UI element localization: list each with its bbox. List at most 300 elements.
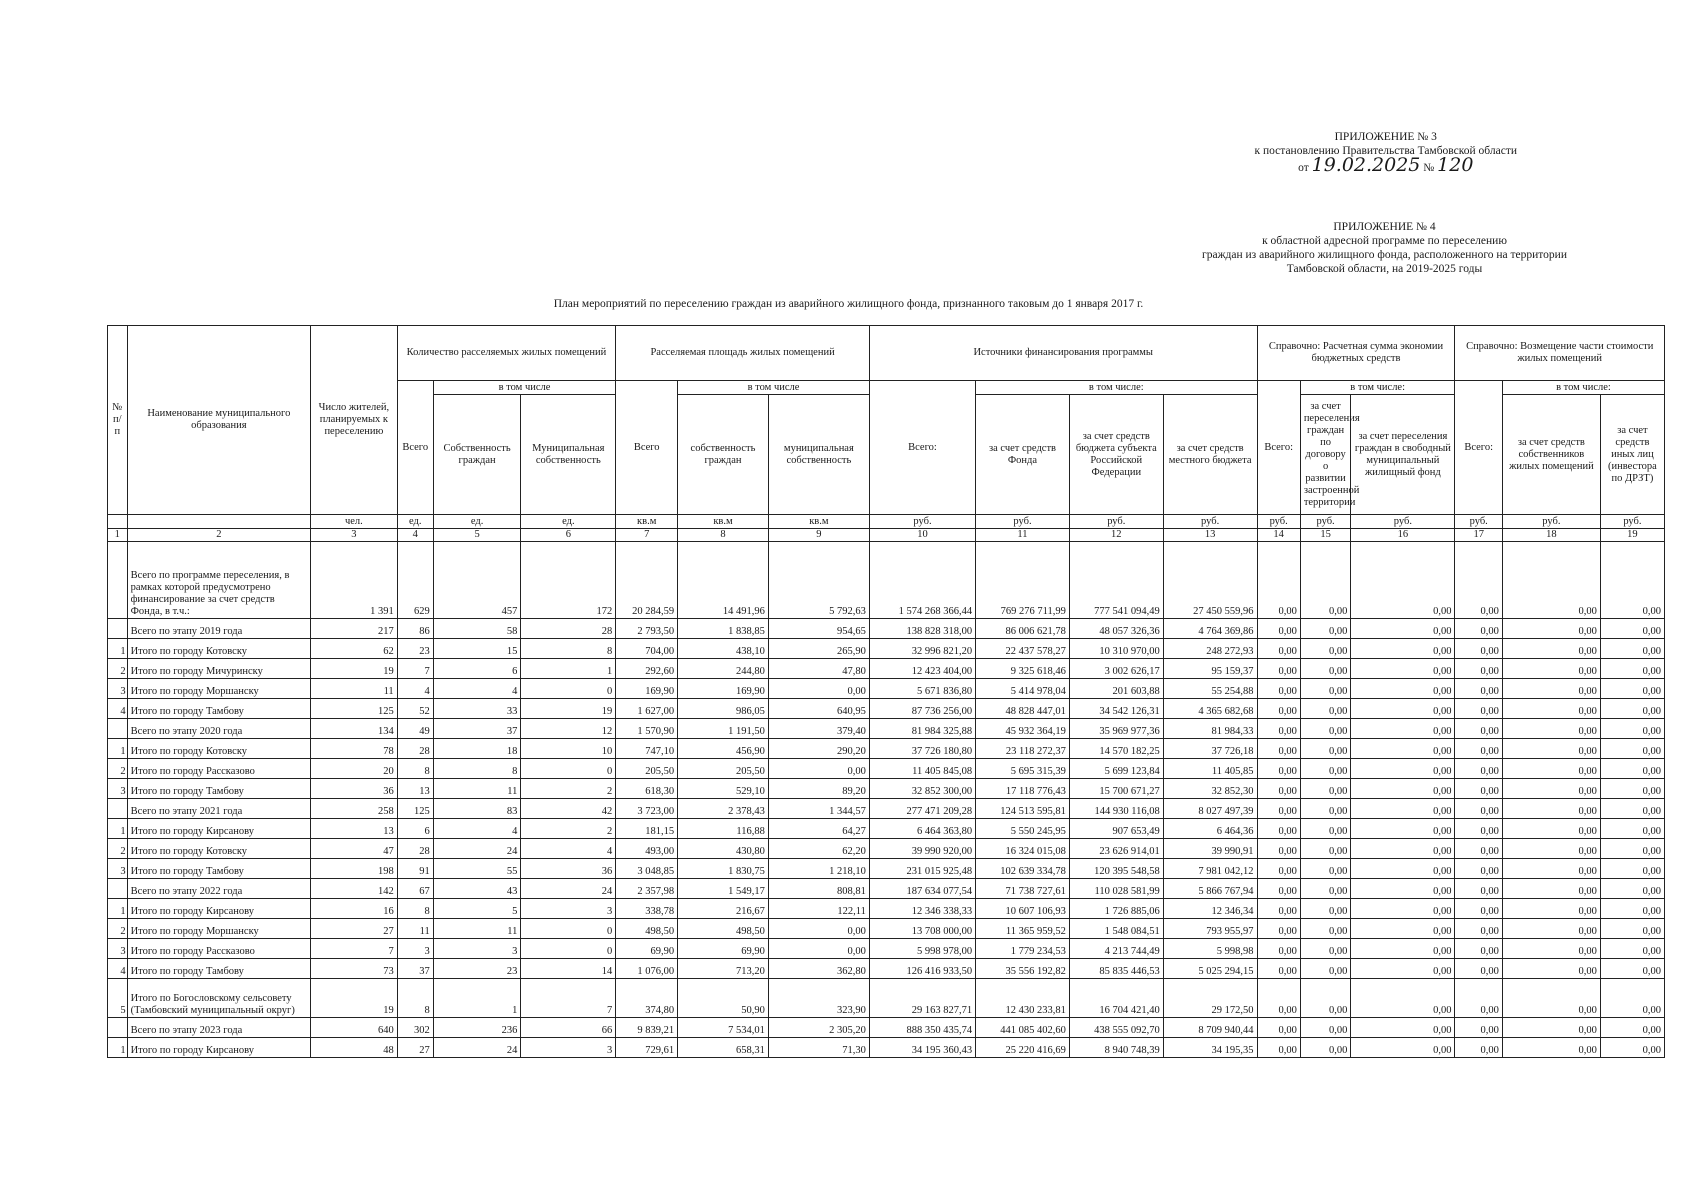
cell-c6: 3: [521, 1038, 616, 1058]
cell-c1: [108, 619, 128, 639]
cell-c8: 116,88: [678, 819, 769, 839]
cell-c16: 0,00: [1351, 739, 1455, 759]
cell-c17: 0,00: [1455, 679, 1502, 699]
cell-c11: 10 607 106,93: [976, 899, 1070, 919]
cell-c19: 0,00: [1600, 719, 1664, 739]
cell-c7: 20 284,59: [616, 542, 678, 619]
appendix-3-header: [1255, 130, 1517, 175]
cell-c11: 441 085 402,60: [976, 1018, 1070, 1038]
cell-c9: 323,90: [768, 979, 869, 1018]
cell-c9: 89,20: [768, 779, 869, 799]
cell-c16: 0,00: [1351, 639, 1455, 659]
cell-c4: 629: [397, 542, 433, 619]
cell-c6: 36: [521, 859, 616, 879]
cell-c14: 0,00: [1257, 919, 1300, 939]
cell-c2: Итого по Богословскому сельсовету (Тамбовский муниципальный округ): [127, 979, 311, 1018]
table-row: [108, 639, 1665, 659]
colnum-cell-18: 18: [1502, 529, 1600, 542]
cell-c13: 34 195,35: [1163, 1038, 1257, 1058]
cell-c3: 16: [311, 899, 398, 919]
cell-c8: 456,90: [678, 739, 769, 759]
cell-c4: 8: [397, 899, 433, 919]
cell-c10: 11 405 845,08: [869, 759, 975, 779]
cell-c9: 379,40: [768, 719, 869, 739]
cell-c3: 20: [311, 759, 398, 779]
cell-c8: 713,20: [678, 959, 769, 979]
cell-c7: 69,90: [616, 939, 678, 959]
table-row: [108, 859, 1665, 879]
cell-c18: 0,00: [1502, 959, 1600, 979]
cell-c9: 640,95: [768, 699, 869, 719]
cell-c8: 1 191,50: [678, 719, 769, 739]
cell-c18: 0,00: [1502, 659, 1600, 679]
cell-c10: 126 416 933,50: [869, 959, 975, 979]
cell-c16: 0,00: [1351, 542, 1455, 619]
cell-c4: 67: [397, 879, 433, 899]
cell-c4: 4: [397, 679, 433, 699]
cell-c14: 0,00: [1257, 699, 1300, 719]
colnum-cell-14: 14: [1257, 529, 1300, 542]
colnum-cell-3: 3: [311, 529, 398, 542]
table-row: [108, 799, 1665, 819]
cell-c17: 0,00: [1455, 619, 1502, 639]
cell-c10: 87 736 256,00: [869, 699, 975, 719]
cell-c13: 29 172,50: [1163, 979, 1257, 1018]
cell-c16: 0,00: [1351, 719, 1455, 739]
cell-c7: 1 627,00: [616, 699, 678, 719]
cell-c13: 37 726,18: [1163, 739, 1257, 759]
unit-cell-18: руб.: [1502, 515, 1600, 529]
cell-c19: 0,00: [1600, 1018, 1664, 1038]
cell-c19: 0,00: [1600, 879, 1664, 899]
cell-c5: 236: [433, 1018, 521, 1038]
cell-c15: 0,00: [1300, 859, 1351, 879]
cell-c1: 4: [108, 959, 128, 979]
cell-c16: 0,00: [1351, 979, 1455, 1018]
table-row: [108, 542, 1665, 619]
area-municipal-header: муниципальная собственность: [768, 395, 869, 515]
cell-c15: 0,00: [1300, 699, 1351, 719]
cell-c10: 29 163 827,71: [869, 979, 975, 1018]
cell-c19: 0,00: [1600, 699, 1664, 719]
cell-c6: 66: [521, 1018, 616, 1038]
colnum-cell-19: 19: [1600, 529, 1664, 542]
cell-c16: 0,00: [1351, 859, 1455, 879]
econ-total-header: Всего:: [1257, 381, 1300, 515]
colnum-cell-9: 9: [768, 529, 869, 542]
cell-c19: 0,00: [1600, 759, 1664, 779]
cell-c8: 244,80: [678, 659, 769, 679]
cell-c11: 5 550 245,95: [976, 819, 1070, 839]
cell-c16: 0,00: [1351, 879, 1455, 899]
colnum-cell-13: 13: [1163, 529, 1257, 542]
cell-c11: 23 118 272,37: [976, 739, 1070, 759]
cell-c9: 47,80: [768, 659, 869, 679]
cell-c5: 55: [433, 859, 521, 879]
cell-c10: 6 464 363,80: [869, 819, 975, 839]
cell-c17: 0,00: [1455, 839, 1502, 859]
cell-c10: 5 671 836,80: [869, 679, 975, 699]
cell-c8: 169,90: [678, 679, 769, 699]
fin-incl-header: в том числе:: [976, 381, 1257, 395]
cell-c3: 19: [311, 659, 398, 679]
cell-c10: 1 574 268 366,44: [869, 542, 975, 619]
cell-c11: 45 932 364,19: [976, 719, 1070, 739]
cell-c13: 39 990,91: [1163, 839, 1257, 859]
cell-c19: 0,00: [1600, 739, 1664, 759]
unit-cell-11: руб.: [976, 515, 1070, 529]
cell-c7: 181,15: [616, 819, 678, 839]
cell-c9: 0,00: [768, 939, 869, 959]
cell-c3: 19: [311, 979, 398, 1018]
cell-c16: 0,00: [1351, 619, 1455, 639]
cell-c1: 2: [108, 919, 128, 939]
econ-free-fund-header: за счет переселения граждан в свободный муниципальный жилищный фонд: [1351, 395, 1455, 515]
unit-cell-1: [108, 515, 128, 529]
cell-c14: 0,00: [1257, 839, 1300, 859]
table-row: [108, 939, 1665, 959]
cell-c6: 0: [521, 679, 616, 699]
cell-c4: 86: [397, 619, 433, 639]
unit-cell-6: ед.: [521, 515, 616, 529]
cell-c1: [108, 799, 128, 819]
cell-c13: 8 027 497,39: [1163, 799, 1257, 819]
cell-c11: 769 276 711,99: [976, 542, 1070, 619]
cell-c3: 7: [311, 939, 398, 959]
unit-cell-14: руб.: [1257, 515, 1300, 529]
colnum-cell-7: 7: [616, 529, 678, 542]
cell-c2: Итого по городу Котовску: [127, 639, 311, 659]
cell-c15: 0,00: [1300, 679, 1351, 699]
cell-c14: 0,00: [1257, 719, 1300, 739]
cell-c16: 0,00: [1351, 779, 1455, 799]
cell-c17: 0,00: [1455, 799, 1502, 819]
cell-c12: 1 548 084,51: [1069, 919, 1163, 939]
cell-c4: 7: [397, 659, 433, 679]
cell-c15: 0,00: [1300, 979, 1351, 1018]
cell-c18: 0,00: [1502, 979, 1600, 1018]
qty-total-header: Всего: [397, 381, 433, 515]
cell-c8: 498,50: [678, 919, 769, 939]
cell-c15: 0,00: [1300, 899, 1351, 919]
number-label: №: [1423, 162, 1435, 174]
cell-c18: 0,00: [1502, 719, 1600, 739]
cell-c3: 78: [311, 739, 398, 759]
cell-c3: 217: [311, 619, 398, 639]
cell-c5: 1: [433, 979, 521, 1018]
cell-c10: 32 852 300,00: [869, 779, 975, 799]
cell-c13: 7 981 042,12: [1163, 859, 1257, 879]
cell-c19: 0,00: [1600, 919, 1664, 939]
cell-c18: 0,00: [1502, 919, 1600, 939]
cell-c15: 0,00: [1300, 959, 1351, 979]
qty-group-header: Количество расселяемых жилых помещений: [397, 326, 616, 381]
cell-c6: 8: [521, 639, 616, 659]
appendix-4-title: ПРИЛОЖЕНИЕ № 4: [1333, 221, 1436, 233]
qty-municipal-header: Муниципальная собственность: [521, 395, 616, 515]
cell-c10: 12 346 338,33: [869, 899, 975, 919]
cell-c18: 0,00: [1502, 939, 1600, 959]
unit-cell-19: руб.: [1600, 515, 1664, 529]
cell-c2: Всего по этапу 2021 года: [127, 799, 311, 819]
unit-cell-7: кв.м: [616, 515, 678, 529]
cell-c4: 28: [397, 739, 433, 759]
cell-c11: 17 118 776,43: [976, 779, 1070, 799]
cell-c12: 16 704 421,40: [1069, 979, 1163, 1018]
cell-c3: 142: [311, 879, 398, 899]
cell-c1: 1: [108, 639, 128, 659]
cell-c16: 0,00: [1351, 1018, 1455, 1038]
cell-c9: 0,00: [768, 919, 869, 939]
cell-c3: 258: [311, 799, 398, 819]
cell-c4: 6: [397, 819, 433, 839]
col-name-header: Наименование муниципального образования: [127, 326, 311, 515]
comp-incl-header: в том числе:: [1502, 381, 1664, 395]
cell-c2: Итого по городу Тамбову: [127, 959, 311, 979]
cell-c7: 338,78: [616, 899, 678, 919]
cell-c16: 0,00: [1351, 819, 1455, 839]
unit-cell-5: ед.: [433, 515, 521, 529]
cell-c17: 0,00: [1455, 699, 1502, 719]
colnum-cell-15: 15: [1300, 529, 1351, 542]
cell-c15: 0,00: [1300, 919, 1351, 939]
cell-c4: 49: [397, 719, 433, 739]
cell-c1: 3: [108, 859, 128, 879]
comp-owners-header: за счет средств собственников жилых помещений: [1502, 395, 1600, 515]
cell-c11: 71 738 727,61: [976, 879, 1070, 899]
cell-c2: Итого по городу Тамбову: [127, 779, 311, 799]
cell-c14: 0,00: [1257, 799, 1300, 819]
cell-c16: 0,00: [1351, 659, 1455, 679]
cell-c17: 0,00: [1455, 1018, 1502, 1038]
colnum-cell-5: 5: [433, 529, 521, 542]
cell-c10: 888 350 435,74: [869, 1018, 975, 1038]
cell-c19: 0,00: [1600, 939, 1664, 959]
signed-date: 19.02.2025: [1311, 154, 1421, 176]
cell-c17: 0,00: [1455, 779, 1502, 799]
cell-c17: 0,00: [1455, 739, 1502, 759]
cell-c14: 0,00: [1257, 659, 1300, 679]
cell-c3: 198: [311, 859, 398, 879]
cell-c15: 0,00: [1300, 1018, 1351, 1038]
cell-c19: 0,00: [1600, 799, 1664, 819]
cell-c19: 0,00: [1600, 1038, 1664, 1058]
cell-c1: 3: [108, 679, 128, 699]
cell-c9: 290,20: [768, 739, 869, 759]
cell-c5: 5: [433, 899, 521, 919]
cell-c6: 0: [521, 939, 616, 959]
table-row: [108, 819, 1665, 839]
cell-c12: 15 700 671,27: [1069, 779, 1163, 799]
cell-c19: 0,00: [1600, 979, 1664, 1018]
cell-c4: 8: [397, 979, 433, 1018]
cell-c7: 1 570,90: [616, 719, 678, 739]
cell-c12: 110 028 581,99: [1069, 879, 1163, 899]
cell-c6: 19: [521, 699, 616, 719]
cell-c19: 0,00: [1600, 619, 1664, 639]
appendix-3-title: ПРИЛОЖЕНИЕ № 3: [1334, 131, 1437, 143]
cell-c6: 172: [521, 542, 616, 619]
cell-c17: 0,00: [1455, 719, 1502, 739]
cell-c4: 8: [397, 759, 433, 779]
cell-c14: 0,00: [1257, 619, 1300, 639]
cell-c15: 0,00: [1300, 819, 1351, 839]
cell-c10: 12 423 404,00: [869, 659, 975, 679]
appendix-3-date-line: [1255, 154, 1517, 176]
cell-c8: 529,10: [678, 779, 769, 799]
cell-c4: 27: [397, 1038, 433, 1058]
cell-c9: 954,65: [768, 619, 869, 639]
cell-c18: 0,00: [1502, 839, 1600, 859]
cell-c1: 2: [108, 759, 128, 779]
cell-c15: 0,00: [1300, 759, 1351, 779]
cell-c3: 125: [311, 699, 398, 719]
cell-c13: 32 852,30: [1163, 779, 1257, 799]
cell-c8: 986,05: [678, 699, 769, 719]
cell-c19: 0,00: [1600, 659, 1664, 679]
cell-c13: 8 709 940,44: [1163, 1018, 1257, 1038]
cell-c3: 11: [311, 679, 398, 699]
cell-c12: 48 057 326,36: [1069, 619, 1163, 639]
cell-c13: 27 450 559,96: [1163, 542, 1257, 619]
cell-c17: 0,00: [1455, 879, 1502, 899]
cell-c15: 0,00: [1300, 939, 1351, 959]
qty-incl-header: в том числе: [433, 381, 616, 395]
cell-c8: 2 378,43: [678, 799, 769, 819]
cell-c6: 0: [521, 919, 616, 939]
cell-c11: 22 437 578,27: [976, 639, 1070, 659]
cell-c1: 2: [108, 839, 128, 859]
cell-c17: 0,00: [1455, 819, 1502, 839]
fin-group-header: Источники финансирования программы: [869, 326, 1257, 381]
area-incl-header: в том числе: [678, 381, 870, 395]
cell-c7: 1 076,00: [616, 959, 678, 979]
cell-c2: Итого по городу Кирсанову: [127, 899, 311, 919]
cell-c12: 120 395 548,58: [1069, 859, 1163, 879]
appendix-4-header: [1202, 220, 1567, 276]
table-row: [108, 739, 1665, 759]
cell-c13: 4 764 369,86: [1163, 619, 1257, 639]
cell-c18: 0,00: [1502, 799, 1600, 819]
cell-c14: 0,00: [1257, 639, 1300, 659]
unit-cell-8: кв.м: [678, 515, 769, 529]
cell-c12: 35 969 977,36: [1069, 719, 1163, 739]
cell-c18: 0,00: [1502, 1018, 1600, 1038]
cell-c4: 13: [397, 779, 433, 799]
fin-subject-header: за счет средств бюджета субъекта Российской Федерации: [1069, 395, 1163, 515]
cell-c15: 0,00: [1300, 659, 1351, 679]
econ-drzt-header: за счет переселения граждан по договору о развитии застроенной территории: [1300, 395, 1351, 515]
unit-cell-13: руб.: [1163, 515, 1257, 529]
cell-c12: 10 310 970,00: [1069, 639, 1163, 659]
fin-fund-header: за счет средств Фонда: [976, 395, 1070, 515]
cell-c4: 28: [397, 839, 433, 859]
cell-c2: Итого по городу Рассказово: [127, 939, 311, 959]
cell-c15: 0,00: [1300, 779, 1351, 799]
cell-c10: 39 990 920,00: [869, 839, 975, 859]
comp-total-header: Всего:: [1455, 381, 1502, 515]
cell-c14: 0,00: [1257, 879, 1300, 899]
cell-c19: 0,00: [1600, 859, 1664, 879]
cell-c16: 0,00: [1351, 799, 1455, 819]
cell-c14: 0,00: [1257, 959, 1300, 979]
cell-c3: 27: [311, 919, 398, 939]
cell-c2: Всего по этапу 2023 года: [127, 1018, 311, 1038]
cell-c1: 1: [108, 1038, 128, 1058]
plan-title: План мероприятий по переселению граждан из аварийного жилищного фонда, признанного таковым до 1 января 2017 г.: [553, 298, 1144, 310]
units-row: [108, 515, 1665, 529]
table-row: [108, 659, 1665, 679]
cell-c12: 777 541 094,49: [1069, 542, 1163, 619]
cell-c14: 0,00: [1257, 899, 1300, 919]
cell-c5: 43: [433, 879, 521, 899]
cell-c17: 0,00: [1455, 899, 1502, 919]
cell-c12: 438 555 092,70: [1069, 1018, 1163, 1038]
cell-c10: 81 984 325,88: [869, 719, 975, 739]
cell-c2: Итого по городу Моршанску: [127, 679, 311, 699]
cell-c9: 0,00: [768, 679, 869, 699]
cell-c2: Итого по городу Рассказово: [127, 759, 311, 779]
cell-c10: 277 471 209,28: [869, 799, 975, 819]
cell-c19: 0,00: [1600, 959, 1664, 979]
cell-c13: 248 272,93: [1163, 639, 1257, 659]
unit-cell-17: руб.: [1455, 515, 1502, 529]
table-row: [108, 979, 1665, 1018]
cell-c4: 302: [397, 1018, 433, 1038]
cell-c7: 205,50: [616, 759, 678, 779]
table-row: [108, 959, 1665, 979]
cell-c12: 907 653,49: [1069, 819, 1163, 839]
cell-c11: 1 779 234,53: [976, 939, 1070, 959]
cell-c5: 24: [433, 839, 521, 859]
cell-c5: 15: [433, 639, 521, 659]
cell-c8: 1 549,17: [678, 879, 769, 899]
cell-c15: 0,00: [1300, 719, 1351, 739]
cell-c8: 69,90: [678, 939, 769, 959]
cell-c17: 0,00: [1455, 1038, 1502, 1058]
cell-c1: 5: [108, 979, 128, 1018]
cell-c3: 1 391: [311, 542, 398, 619]
cell-c11: 5 414 978,04: [976, 679, 1070, 699]
cell-c18: 0,00: [1502, 679, 1600, 699]
cell-c10: 32 996 821,20: [869, 639, 975, 659]
cell-c16: 0,00: [1351, 939, 1455, 959]
table-row: [108, 879, 1665, 899]
cell-c12: 14 570 182,25: [1069, 739, 1163, 759]
colnum-cell-2: 2: [127, 529, 311, 542]
cell-c7: 729,61: [616, 1038, 678, 1058]
cell-c9: 1 344,57: [768, 799, 869, 819]
cell-c12: 1 726 885,06: [1069, 899, 1163, 919]
cell-c5: 33: [433, 699, 521, 719]
cell-c7: 498,50: [616, 919, 678, 939]
cell-c2: Итого по городу Тамбову: [127, 699, 311, 719]
cell-c17: 0,00: [1455, 959, 1502, 979]
cell-c3: 62: [311, 639, 398, 659]
column-numbers-row: [108, 529, 1665, 542]
cell-c1: 3: [108, 779, 128, 799]
cell-c5: 3: [433, 939, 521, 959]
cell-c16: 0,00: [1351, 839, 1455, 859]
cell-c2: Итого по городу Котовску: [127, 839, 311, 859]
cell-c11: 124 513 595,81: [976, 799, 1070, 819]
col-residents-header: Число жителей, планируемых к переселению: [311, 326, 398, 515]
cell-c7: 3 723,00: [616, 799, 678, 819]
cell-c5: 23: [433, 959, 521, 979]
cell-c14: 0,00: [1257, 679, 1300, 699]
cell-c16: 0,00: [1351, 919, 1455, 939]
cell-c6: 42: [521, 799, 616, 819]
